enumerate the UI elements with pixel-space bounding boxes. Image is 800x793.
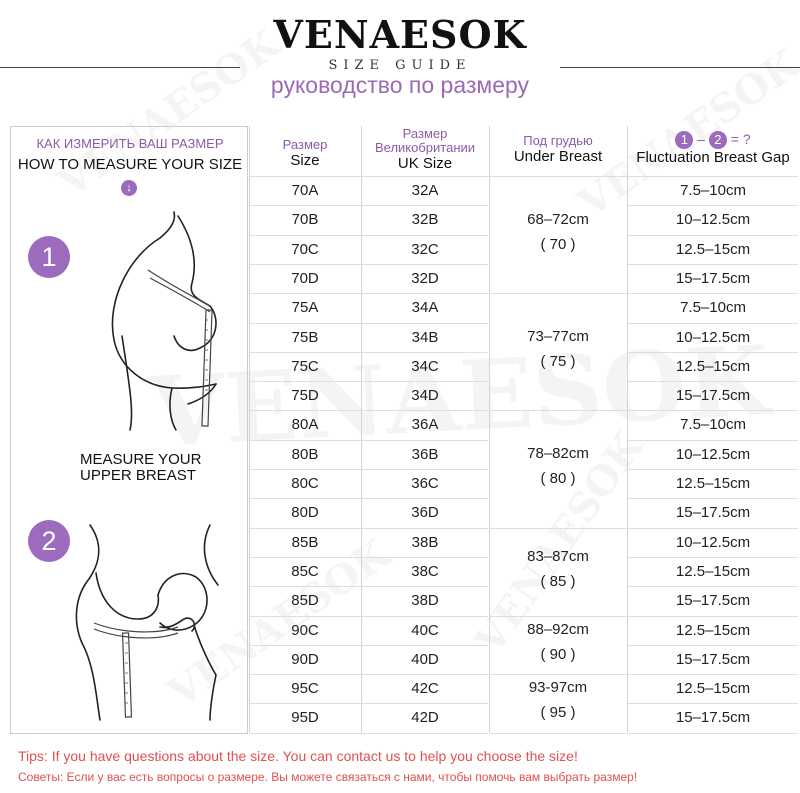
uk-cell: 34B (411, 328, 439, 346)
gap-cell: 10–12.5cm (675, 445, 751, 463)
under-breast-group (490, 548, 626, 590)
group-divider (490, 733, 626, 734)
size-cell: 75B (291, 328, 319, 346)
size-cell: 85B (291, 533, 319, 551)
gap-cell: 15–17.5cm (675, 592, 751, 610)
group-divider (490, 528, 626, 529)
how-to-title-en: HOW TO MEASURE YOUR SIZE (17, 156, 243, 173)
gap-cell: 10–12.5cm (675, 211, 751, 229)
gap-cell: 12.5–15cm (675, 240, 751, 258)
size-cell: 80B (291, 445, 319, 463)
tips-russian: Советы: Если у вас есть вопросы о размере. Вы можете связаться с нами, чтобы помочь вам выбрать размер! (18, 770, 638, 784)
uk-cell: 34C (411, 357, 439, 375)
under-breast-range: 73–77cm (527, 327, 589, 345)
uk-cell: 40C (411, 621, 439, 639)
gap-cell: 12.5–15cm (675, 621, 751, 639)
size-cell: 75C (291, 357, 319, 375)
uk-size-column-header: Размер Великобритании UK Size (374, 126, 476, 172)
uk-cell: 38D (411, 592, 439, 610)
uk-cell: 42D (411, 709, 439, 727)
under-breast-group (490, 211, 626, 253)
gap-cell: 7.5–10cm (680, 182, 746, 199)
group-divider (490, 616, 626, 617)
size-cell: 95C (291, 680, 319, 698)
step-1-label: MEASURE YOUR UPPER BREAST (80, 451, 202, 484)
under-breast-range: 88–92cm (527, 620, 589, 638)
gap-cell: 10–12.5cm (675, 533, 751, 551)
uk-cell: 38C (411, 562, 439, 580)
gap-cell: 12.5–15cm (675, 562, 751, 580)
group-divider (490, 674, 626, 675)
step-2-badge: 2 (28, 520, 70, 562)
uk-cell: 32D (411, 269, 439, 287)
under-breast-illustration-icon (60, 515, 245, 725)
under-breast-range: 68–72cm (527, 210, 589, 228)
under-breast-group (490, 621, 626, 663)
breast-gap-column-header: 1 – 2 = ? Fluctuation Breast Gap (628, 126, 798, 176)
gap-cell: 12.5–15cm (675, 475, 751, 492)
size-cell: 85D (291, 592, 319, 610)
under-breast-range: 78–82cm (527, 445, 589, 462)
uk-cell: 32B (411, 211, 439, 229)
group-divider (490, 293, 626, 294)
upper-breast-illustration-icon (60, 208, 245, 433)
gap-cell: 12.5–15cm (675, 680, 751, 698)
gap-cell: 15–17.5cm (675, 269, 751, 287)
uk-cell: 36B (411, 445, 439, 463)
uk-cell: 40D (411, 650, 439, 668)
size-cell: 70A (291, 182, 319, 199)
size-cell: 80A (291, 416, 319, 434)
uk-cell: 36C (411, 475, 439, 492)
uk-cell: 34D (411, 387, 439, 405)
uk-cell: 36A (411, 416, 439, 434)
size-cell: 75D (291, 387, 319, 405)
under-breast-group (490, 328, 626, 370)
under-breast-range: 83–87cm (527, 547, 589, 565)
brand-header (0, 14, 800, 73)
size-cell: 80C (291, 475, 319, 492)
gap-cell: 15–17.5cm (675, 709, 751, 727)
uk-cell: 32A (411, 182, 439, 199)
under-breast-base: ( 95 ) (540, 704, 576, 722)
size-cell: 95D (291, 709, 319, 727)
gap-formula: 1 – 2 = ? (628, 129, 798, 149)
size-cell: 70B (291, 211, 319, 229)
row-divider (628, 733, 798, 734)
step-2-mini-badge: 2 (709, 131, 727, 149)
group-divider (490, 410, 626, 411)
gap-cell: 15–17.5cm (675, 504, 751, 522)
uk-cell: 34A (411, 299, 439, 317)
brand-logo: VENAESOK (273, 12, 527, 57)
uk-cell: 32C (411, 240, 439, 258)
uk-cell: 36D (411, 504, 439, 522)
tips-english: Tips: If you have questions about the size. You can contact us to help you choose the size! (18, 748, 578, 764)
size-cell: 80D (291, 504, 319, 522)
step-1-badge: 1 (28, 236, 70, 278)
uk-cell: 42C (411, 680, 439, 698)
size-cell: 90C (291, 621, 319, 639)
under-breast-column-header: Под грудью Under Breast (513, 133, 603, 165)
gap-cell: 15–17.5cm (675, 650, 751, 668)
under-breast-group (490, 445, 626, 487)
under-breast-group (490, 679, 626, 721)
header-rule (560, 67, 800, 68)
step-1-mini-badge: 1 (675, 131, 693, 149)
under-breast-base: ( 90 ) (540, 645, 576, 663)
size-cell: 75A (291, 299, 319, 317)
gap-cell: 10–12.5cm (675, 328, 751, 346)
row-divider (250, 733, 488, 734)
under-breast-base: ( 70 ) (540, 235, 576, 253)
gap-cell: 7.5–10cm (680, 416, 746, 434)
under-breast-range: 93-97cm (528, 679, 588, 697)
size-cell: 85C (291, 562, 319, 580)
size-cell: 70C (291, 240, 319, 258)
page-title: руководство по размеру (270, 72, 530, 98)
size-cell: 70D (291, 269, 319, 287)
gap-cell: 12.5–15cm (675, 357, 751, 375)
uk-cell: 38B (411, 533, 439, 551)
header-rule (0, 67, 240, 68)
under-breast-base: ( 75 ) (540, 352, 576, 370)
how-to-title-ru: КАК ИЗМЕРИТЬ ВАШ РАЗМЕР (36, 136, 224, 151)
gap-cell: 15–17.5cm (675, 387, 751, 405)
under-breast-base: ( 85 ) (540, 572, 576, 590)
size-column-header: Размер Size (282, 137, 328, 169)
size-cell: 90D (291, 650, 319, 668)
arrow-down-icon: ↓ (121, 180, 137, 196)
gap-cell: 7.5–10cm (680, 299, 746, 317)
brand-subtitle: SIZE GUIDE (328, 58, 472, 73)
under-breast-base: ( 80 ) (540, 470, 576, 487)
